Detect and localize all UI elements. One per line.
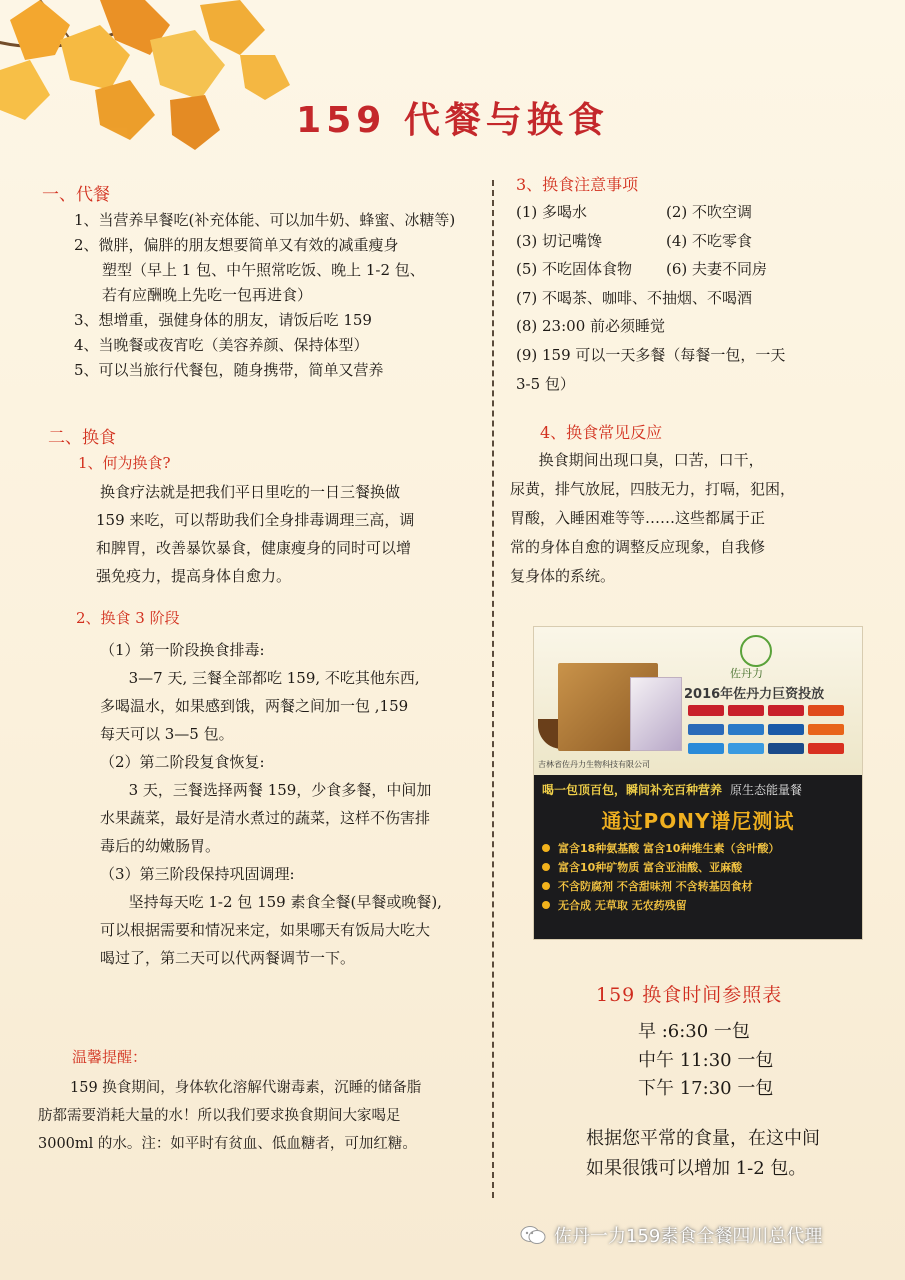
list-item: (5) 不吃固体食物 (6) 夫妻不同房 <box>516 260 768 279</box>
schedule-row: 中午 11:30 一包 <box>638 1049 774 1071</box>
paragraph-line: 尿黄，排气放屁，四肢无力，打嗝，犯困， <box>510 480 796 498</box>
list-item: (3) 切记嘴馋 (4) 不吃零食 <box>516 231 753 250</box>
tv-logo-icon <box>688 705 724 716</box>
tv-logo-icon <box>728 705 764 716</box>
three-stages-list <box>100 636 490 972</box>
ad-company: 吉林省佐丹力生物科技有限公司 <box>538 760 650 769</box>
tv-station-logos <box>686 703 858 760</box>
list-item: 1、当营养早餐吃(补充体能、可以加牛奶、蜂蜜、冰糖等) <box>74 211 456 229</box>
tv-logo-icon <box>768 724 804 735</box>
ad-bottom-panel <box>534 775 862 939</box>
swap-notes-heading: 3、换食注意事项 <box>516 175 639 194</box>
paragraph-line: 和脾胃，改善暴饮暴食，健康瘦身的同时可以增 <box>96 539 412 557</box>
stage-line: 3 天，三餐选择两餐 159，少食多餐，中间加 <box>100 781 432 799</box>
tv-logo-icon <box>768 743 804 754</box>
warm-tip-paragraph <box>38 1074 421 1158</box>
tv-logo-icon <box>808 705 844 716</box>
list-item: 富含10种矿物质 富含亚油酸、亚麻酸 <box>542 858 860 877</box>
paragraph-line: 强免疫力，提高身体自愈力。 <box>96 567 292 585</box>
paragraph-line: 换食疗法就是把我们平日里吃的一日三餐换做 <box>100 483 401 501</box>
list-item: 3、想增重，强健身体的朋友，请饭后吃 159 <box>74 311 372 329</box>
paragraph-line: 换食期间出现口臭，口苦，口干， <box>510 451 764 469</box>
page-title: 159 代餐与换食 <box>296 100 609 141</box>
tv-logo-icon <box>808 743 844 754</box>
schedule-row: 下午 17:30 一包 <box>638 1078 774 1099</box>
stage-line: 3—7 天, 三餐全部都吃 159, 不吃其他东西, <box>100 669 420 687</box>
swap-notes-list <box>516 198 896 398</box>
ad-feature-list <box>542 839 860 915</box>
meal-replacement-heading: 一、代餐 <box>42 185 110 205</box>
stage-line: 毒后的幼嫩肠胃。 <box>100 837 221 855</box>
bullet-icon <box>542 844 550 852</box>
stage-line: 喝过了，第二天可以代两餐调节一下。 <box>100 949 356 967</box>
bullet-icon <box>542 863 550 871</box>
list-item: (9) 159 可以一天多餐（每餐一包，一天 <box>516 345 786 364</box>
paragraph-line: 常的身体自愈的调整反应现象，自我修 <box>510 538 766 556</box>
column-divider <box>492 180 494 1198</box>
tv-logo-icon <box>808 724 844 735</box>
list-item: 富含18种氨基酸 富含10种维生素（含叶酸） <box>542 839 860 858</box>
paragraph-line: 159 换食期间，身体软化溶解代谢毒素，沉睡的储备脂 <box>70 1080 422 1096</box>
what-is-swap-paragraph <box>96 478 415 590</box>
tv-logo-icon <box>688 743 724 754</box>
brand-logo-icon <box>740 635 772 667</box>
list-item: (8) 23:00 前必须睡觉 <box>516 317 666 336</box>
tv-logo-icon <box>768 705 804 716</box>
list-item: 4、当晚餐或夜宵吃（美容养颜、保持体型） <box>74 336 369 354</box>
wechat-watermark: 佐丹一力159素食全餐四川总代理 <box>520 1222 822 1248</box>
schedule-row: 早 :6:30 一包 <box>638 1021 750 1042</box>
stage-line: 每天可以 3—5 包。 <box>100 725 234 743</box>
bullet-icon <box>542 882 550 890</box>
common-reactions-heading: 4、换食常见反应 <box>540 423 663 442</box>
list-item: 不含防腐剂 不含甜味剂 不含转基因食材 <box>542 877 860 896</box>
ad-headline: 2016年佐丹力巨资投放 <box>684 687 825 702</box>
list-item: 若有应酬晚上先吃一包再进食） <box>102 286 313 304</box>
schedule-note <box>586 1124 820 1184</box>
stage-title: （3）第三阶段保持巩固调理: <box>100 865 295 883</box>
list-item: 2、微胖，偏胖的朋友想要简单又有效的减重瘦身 <box>74 236 399 254</box>
list-item: 3-5 包） <box>516 374 575 393</box>
product-advertisement <box>533 626 863 940</box>
bullet-icon <box>542 901 550 909</box>
paragraph-line: 肪都需要消耗大量的水！所以我们要求换食期间大家喝足 <box>38 1108 401 1124</box>
what-is-swap-heading: 1、何为换食? <box>78 454 171 472</box>
ad-top-panel <box>534 627 862 775</box>
tv-logo-icon <box>728 724 764 735</box>
stage-title: （1）第一阶段换食排毒: <box>100 641 265 659</box>
paragraph-line: 159 来吃，可以帮助我们全身排毒调理三高，调 <box>96 511 415 529</box>
meal-replacement-list <box>74 208 484 383</box>
swap-heading: 二、换食 <box>48 428 116 448</box>
tv-logo-icon <box>688 724 724 735</box>
three-stages-heading: 2、换食 3 阶段 <box>76 609 180 627</box>
autumn-leaves-decoration <box>0 0 320 170</box>
stage-line: 多喝温水，如果感到饿，两餐之间加一包 ,159 <box>100 697 409 715</box>
list-item: 无合成 无草取 无农药残留 <box>542 896 860 915</box>
note-line: 根据您平常的食量，在这中间 <box>586 1128 820 1149</box>
paragraph-line: 3000ml 的水。注：如平时有贫血、低血糖者，可加红糖。 <box>38 1136 417 1152</box>
stage-line: 水果蔬菜，最好是清水煮过的蔬菜，这样不伤害排 <box>100 809 431 827</box>
stage-line: 可以根据需要和情况来定，如果哪天有饭局大吃大 <box>100 921 431 939</box>
list-item: 5、可以当旅行代餐包，随身携带，简单又营养 <box>74 361 384 379</box>
warm-tip-heading: 温馨提醒： <box>72 1048 148 1066</box>
wechat-icon <box>520 1225 546 1245</box>
paragraph-line: 胃酸，入睡困难等等……这些都属于正 <box>510 509 766 527</box>
common-reactions-paragraph <box>510 446 795 591</box>
ad-pony-test: 通过PONY谱尼测试 <box>601 809 795 833</box>
schedule-list <box>638 1018 773 1104</box>
list-item: (1) 多喝水 (2) 不吹空调 <box>516 203 753 221</box>
paragraph-line: 复身体的系统。 <box>510 567 616 585</box>
note-line: 如果很饿可以增加 1-2 包。 <box>586 1158 807 1179</box>
ad-brand: 佐丹力 <box>730 667 763 680</box>
stage-line: 坚持每天吃 1-2 包 159 素食全餐(早餐或晚餐), <box>100 893 442 911</box>
stage-title: （2）第二阶段复食恢复: <box>100 753 265 771</box>
list-item: (7) 不喝茶、咖啡、不抽烟、不喝酒 <box>516 288 753 307</box>
schedule-title: 159 换食时间参照表 <box>596 984 783 1006</box>
product-package-image <box>630 677 682 751</box>
tv-logo-icon <box>728 743 764 754</box>
list-item: 塑型（早上 1 包、中午照常吃饭、晚上 1-2 包、 <box>102 261 425 279</box>
ad-tagline: 喝一包顶百包，瞬间补充百种营养 原生态能量餐 <box>542 783 803 797</box>
